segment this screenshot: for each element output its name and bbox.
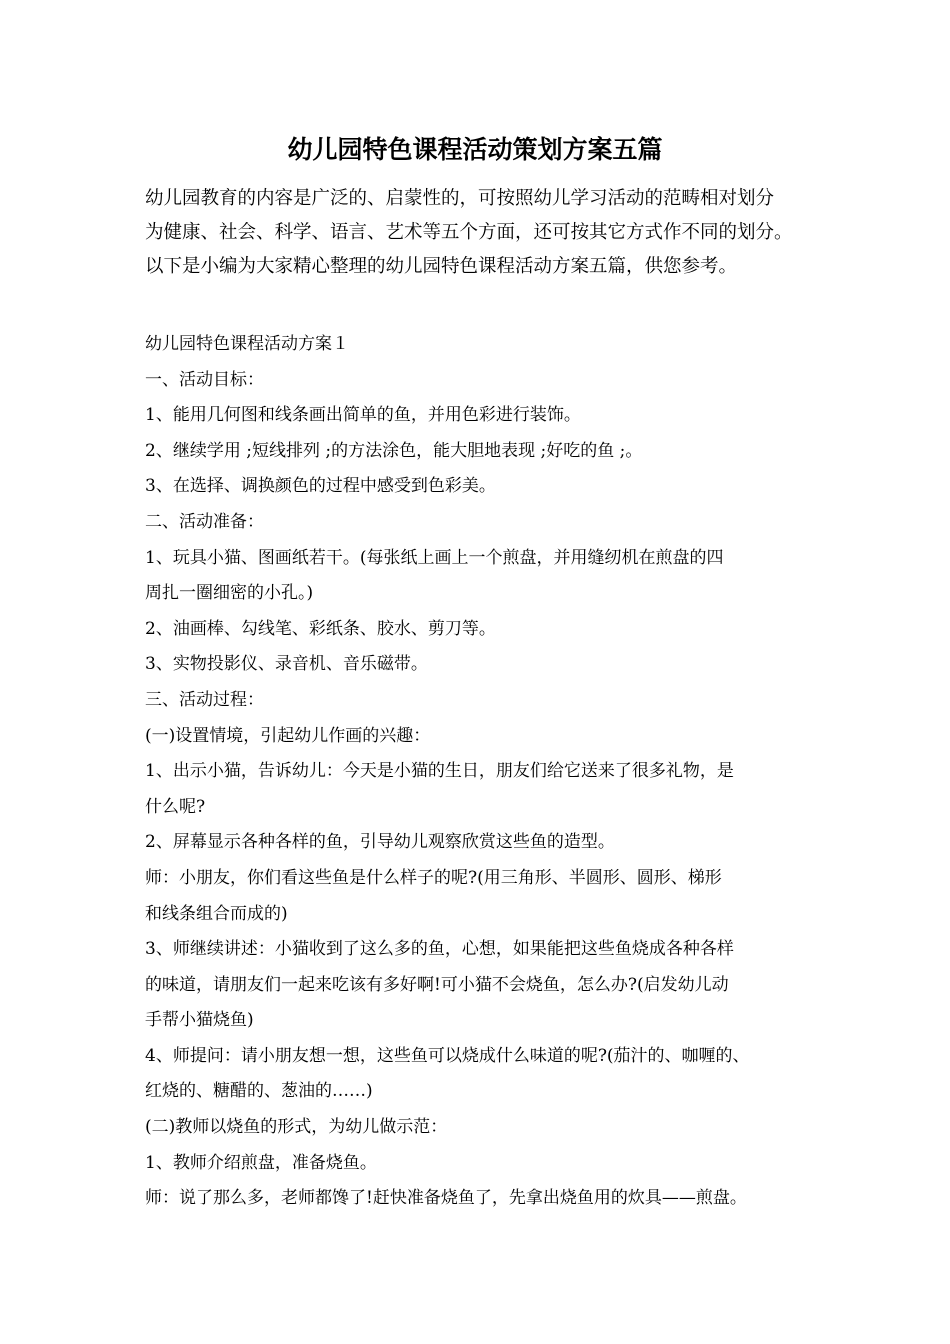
- body-line: 什么呢?: [145, 796, 206, 817]
- body-line: 三、活动过程：: [145, 689, 264, 710]
- body-line: 3、在选择、调换颜色的过程中感受到色彩美。: [145, 476, 496, 497]
- body-line: 2、屏幕显示各种各样的鱼，引导幼儿观察欣赏这些鱼的造型。: [145, 832, 615, 853]
- body-line: 3、师继续讲述：小猫收到了这么多的鱼，心想，如果能把这些鱼烧成各种各样: [145, 939, 734, 960]
- intro-line: 以下是小编为大家精心整理的幼儿园特色课程活动方案五篇，供您参考。: [145, 256, 738, 277]
- body-line: 4、师提问：请小朋友想一想，这些鱼可以烧成什么味道的呢?(茄汁的、咖喱的、: [145, 1045, 750, 1066]
- intro-line: 为健康、社会、科学、语言、艺术等五个方面，还可按其它方式作不同的划分。: [145, 222, 793, 243]
- body-line: (一)设置情境，引起幼儿作画的兴趣：: [145, 725, 431, 746]
- body-line: 师：小朋友，你们看这些鱼是什么样子的呢?(用三角形、半圆形、圆形、梯形: [145, 867, 722, 888]
- body-line: 1、教师介绍煎盘，准备烧鱼。: [145, 1152, 377, 1173]
- body-line: 红烧的、糖醋的、葱油的……): [145, 1081, 373, 1102]
- document-title: 幼儿园特色课程活动策划方案五篇: [287, 135, 663, 164]
- body-line: 2、继续学用 ;短线排列 ;的方法涂色，能大胆地表现 ;好吃的鱼 ;。: [145, 440, 643, 461]
- section-heading: 幼儿园特色课程活动方案１: [145, 334, 349, 354]
- body-line: 周扎一圈细密的小孔。): [145, 583, 314, 604]
- body-line: 二、活动准备：: [145, 511, 264, 532]
- body-line: 一、活动目标：: [145, 369, 264, 390]
- body-line: 1、能用几何图和线条画出简单的鱼，并用色彩进行装饰。: [145, 405, 581, 426]
- intro-paragraph: [145, 182, 825, 284]
- body-line: 和线条组合而成的): [145, 903, 288, 924]
- body-line: (二)教师以烧鱼的形式，为幼儿做示范：: [145, 1117, 448, 1138]
- body-line: 3、实物投影仪、录音机、音乐磁带。: [145, 654, 428, 675]
- intro-line: 幼儿园教育的内容是广泛的、启蒙性的，可按照幼儿学习活动的范畴相对划分: [145, 188, 775, 209]
- body-line: 手帮小猫烧鱼): [145, 1010, 254, 1031]
- plan-body: [145, 327, 835, 1217]
- body-line: 1、出示小猫，告诉幼儿：今天是小猫的生日，朋友们给它送来了很多礼物，是: [145, 761, 734, 782]
- body-line: 2、油画棒、勾线笔、彩纸条、胶水、剪刀等。: [145, 618, 496, 639]
- body-line: 1、玩具小猫、图画纸若干。(每张纸上画上一个煎盘，并用缝纫机在煎盘的四: [145, 547, 724, 568]
- body-line: 的味道，请朋友们一起来吃该有多好啊!可小猫不会烧鱼，怎么办?(启发幼儿动: [145, 974, 729, 995]
- body-line: 师：说了那么多，老师都馋了!赶快准备烧鱼了，先拿出烧鱼用的炊具——煎盘。: [145, 1188, 747, 1209]
